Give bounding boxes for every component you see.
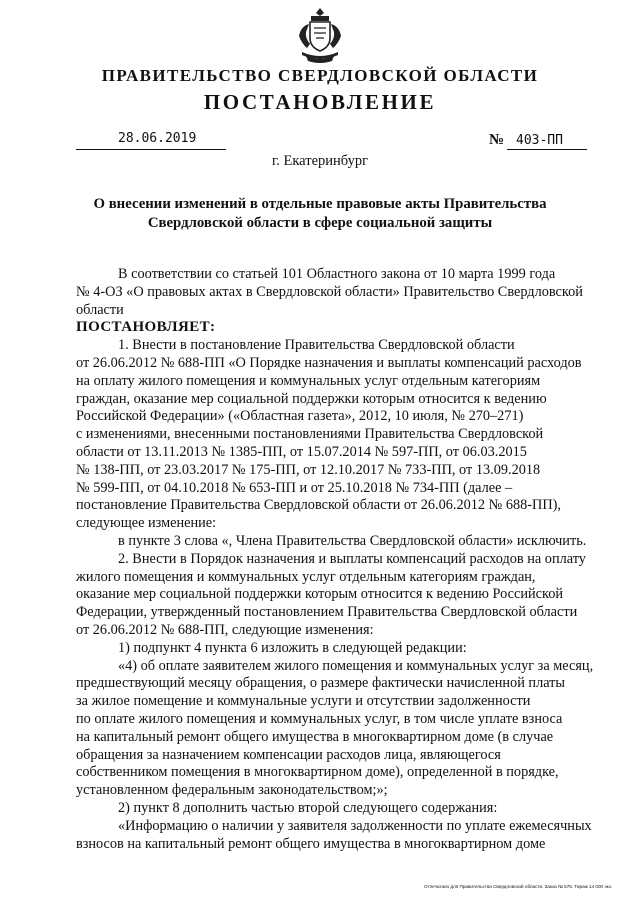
- document-body: [76, 266, 611, 853]
- paragraph-subitem-1: 1) подпункт 4 пункта 6 изложить в следующей редакции:: [118, 639, 467, 656]
- paragraph-subitem-1-text: «4) об оплате заявителем жилого помещения и коммунальных услуг за месяц, предшествующий месяцу обращения, о размере фактически начисленной платы за жилое помещение и коммунальные услуги и отсутствии задолженности по оплате жилого помещения и коммунальных услуг, в том числе уплате взноса на капитальный ремонт общего имущества в многоквартирном доме (в случае обращения за назначением компенсации расходов лица, являющегося собственником помещения в многоквартирном доме), определенной в порядке, установленном федеральным законодательством;»;: [76, 657, 594, 799]
- document-number: 403-ПП: [516, 133, 563, 148]
- document-title: [60, 195, 580, 233]
- document-type: ПОСТАНОВЛЕНИЕ: [203, 90, 437, 114]
- paragraph-subitem-2-text: «Информацию о наличии у заявителя задолженности по уплате ежемесячных взносов на капитальный ремонт общего имущества в многоквартирном доме: [76, 817, 592, 852]
- document-date: 28.06.2019: [118, 131, 197, 146]
- paragraph-resolves: ПОСТАНОВЛЯЕТ:: [76, 319, 216, 336]
- city: г. Екатеринбург: [271, 153, 369, 169]
- government-name: ПРАВИТЕЛЬСТВО СВЕРДЛОВСКОЙ ОБЛАСТИ: [101, 66, 539, 85]
- date-underline: [76, 149, 226, 150]
- paragraph-item-1-change: в пункте 3 слова «, Члена Правительства Свердловской области» исключить.: [118, 532, 587, 549]
- print-footer: Отпечатано для Правительства Свердловской области. Заказ № 575. Тираж 14 000 экз.: [424, 884, 613, 889]
- paragraph-preamble: В соответствии со статьей 101 Областного закона от 10 марта 1999 года № 4-ОЗ «О правовых актах в Свердловской области» Правительство Свердловской области: [76, 266, 583, 318]
- document-title-text: О внесении изменений в отдельные правовые акты Правительства Свердловской области в сфере социальной защиты: [93, 196, 547, 231]
- paragraph-item-1: 1. Внести в постановление Правительства Свердловской области от 26.06.2012 № 688-ПП «О Порядке назначения и выплаты компенсаций расходов на оплату жилого помещения и коммунальных услуг отдельным категориям граждан, оказание мер социальной поддержки которым относится к ведению Российской Федерации» («Областная газета», 2012, 10 июля, № 270–271) с изменениями, внесенными постановлениями Правительства Свердловской области от 13.11.2013 № 1385-ПП, от 15.07.2014 № 597-ПП, от 06.03.2015 № 138-ПП, от 23.03.2017 № 175-ПП, от 12.10.2017 № 733-ПП, от 13.09.2018 № 599-ПП, от 04.10.2018 № 653-ПП и от 25.10.2018 № 734-ПП (далее – постановление Правительства Свердловской области от 26.06.2012 № 688-ПП), следующее изменение:: [76, 337, 582, 532]
- number-sign: №: [489, 132, 505, 148]
- number-underline: [507, 149, 587, 150]
- paragraph-item-2: 2. Внести в Порядок назначения и выплаты компенсаций расходов на оплату жилого помещения и коммунальных услуг отдельным категориям граждан, оказание мер социальной поддержки которым относится к ведению Российской Федерации, утвержденный постановлением Правительства Свердловской области от 26.06.2012 № 688-ПП, следующие изменения:: [76, 550, 586, 638]
- paragraph-subitem-2: 2) пункт 8 дополнить частью второй следующего содержания:: [118, 799, 498, 816]
- coat-of-arms-icon: [296, 6, 344, 64]
